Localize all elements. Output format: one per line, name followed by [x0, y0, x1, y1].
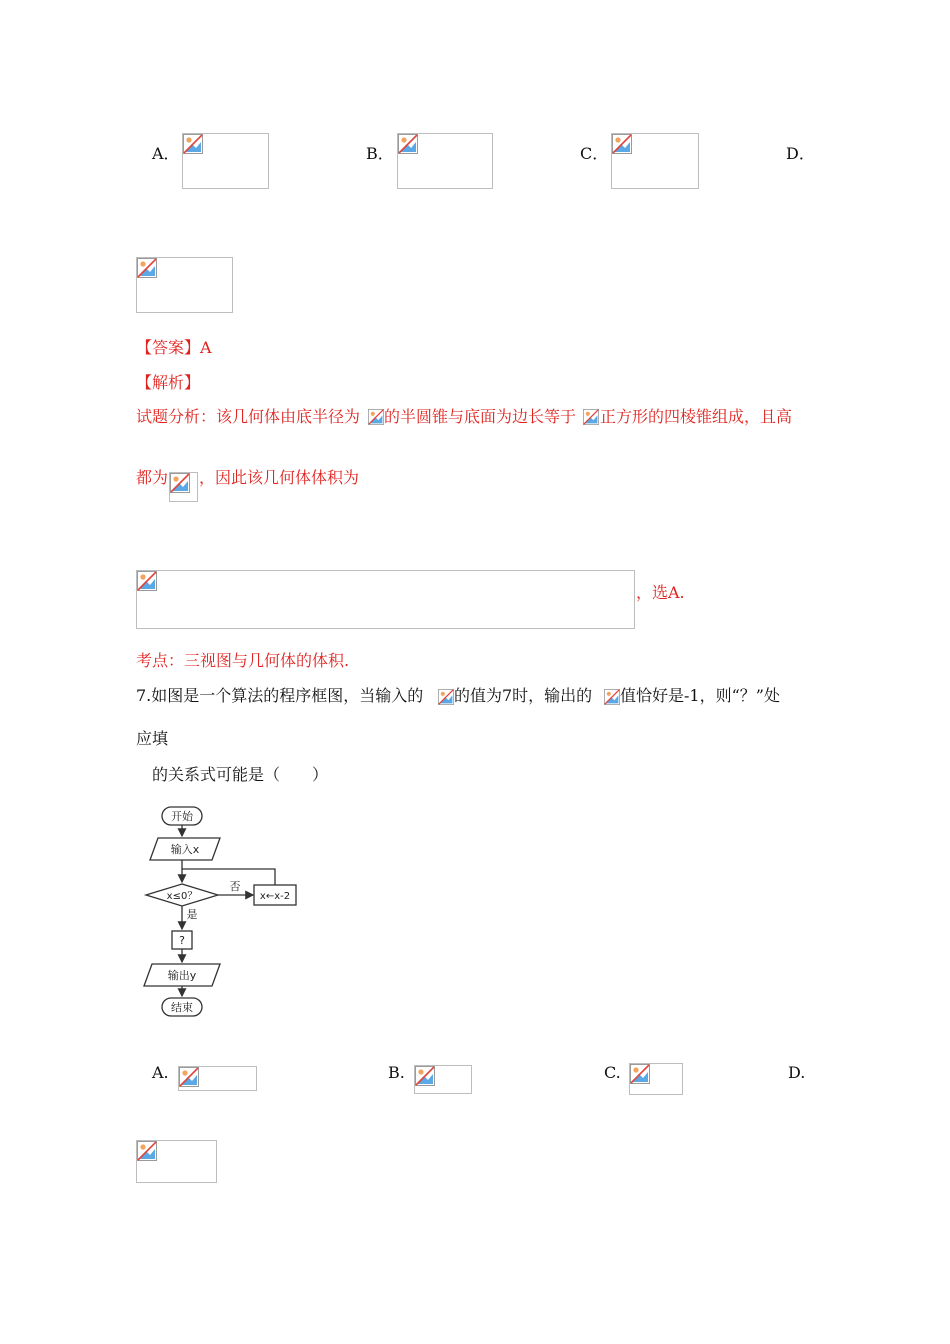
q6-option-a-image: [182, 133, 269, 189]
broken-image-icon: [612, 134, 632, 154]
q7-option-a-image: [178, 1066, 257, 1091]
answer-text: 【答案】A: [136, 338, 212, 357]
flowchart-no: 否: [229, 880, 241, 893]
broken-image-icon: [398, 134, 418, 154]
broken-image-icon: [137, 571, 157, 591]
broken-image-icon: [604, 688, 620, 706]
q6-option-b-label: B．: [366, 144, 394, 163]
q6-option-c-image: [611, 133, 699, 189]
analysis-line1-a: 试题分析：该几何体由底半径为: [136, 407, 361, 426]
flowchart-output: 输出y: [167, 969, 197, 982]
q7-option-b-image: [414, 1065, 472, 1094]
q7-line3: 的关系式可能是（ ）: [152, 765, 329, 784]
broken-image-icon: [137, 1141, 157, 1161]
broken-image-icon: [368, 408, 384, 426]
q7-option-c-image: [629, 1063, 683, 1095]
q7-option-d-label: D.: [788, 1063, 806, 1082]
analysis-title: 【解析】: [136, 373, 201, 392]
q7-option-a-label: A.: [152, 1063, 169, 1082]
q6-option-d-label: D．: [786, 144, 815, 163]
kaodian-text: 考点：三视图与几何体的体积.: [136, 651, 350, 670]
volume-formula-image: [136, 570, 635, 629]
q6-option-d-image: [136, 257, 233, 313]
q7-option-b-label: B.: [388, 1063, 405, 1082]
flowchart-condition: x≤0？: [166, 891, 198, 902]
q7-line1-a: 7.如图是一个算法的程序框图，当输入的: [136, 686, 424, 705]
broken-image-icon: [583, 408, 599, 426]
flowchart-start: 开始: [171, 810, 193, 823]
broken-image-icon: [415, 1066, 435, 1086]
height-value-image: [169, 472, 198, 502]
analysis-line2-b: ，因此该几何体体积为: [199, 468, 360, 487]
analysis-line2-a: 都为: [136, 468, 169, 487]
broken-image-icon: [630, 1064, 650, 1084]
analysis-line1-b: 的半圆锥与底面为边长等于: [384, 407, 577, 426]
q6-option-c-label: C．: [580, 144, 609, 163]
flowchart-end: 结束: [171, 1001, 193, 1014]
flowchart: [136, 800, 306, 1022]
q7-option-d-image: [136, 1140, 217, 1183]
flowchart-assign: x←x-2: [259, 891, 291, 902]
q7-option-c-label: C.: [604, 1063, 621, 1082]
flowchart-unknown: ?: [179, 934, 185, 947]
broken-image-icon: [183, 134, 203, 154]
broken-image-icon: [170, 473, 190, 493]
broken-image-icon: [438, 688, 454, 706]
q7-line2: 应填: [136, 729, 169, 748]
q6-option-a-label: A．: [152, 144, 180, 163]
analysis-line1-c: 正方形的四棱锥组成，且高: [600, 407, 793, 426]
formula-suffix: ，选A.: [636, 583, 685, 602]
flowchart-input: 输入x: [170, 843, 200, 856]
q6-option-b-image: [397, 133, 493, 189]
q7-line1-c: 值恰好是-1，则“？”处: [620, 686, 780, 705]
flowchart-yes: 是: [186, 908, 198, 921]
q7-line1-b: 的值为7时，输出的: [454, 686, 593, 705]
broken-image-icon: [137, 258, 157, 278]
broken-image-icon: [179, 1067, 199, 1087]
